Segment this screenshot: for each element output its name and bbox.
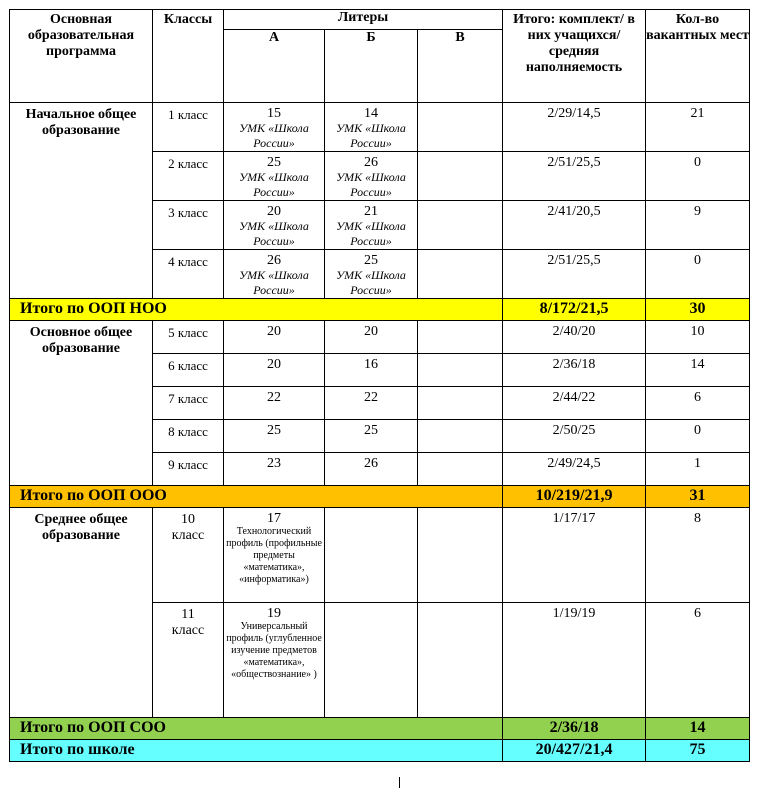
letter-b-cell — [325, 603, 418, 718]
vacancies-table — [9, 9, 750, 762]
vacancies-cell: 0 — [646, 152, 750, 201]
total-cell: 2/51/25,5 — [503, 250, 646, 299]
total-cell: 1/19/19 — [503, 603, 646, 718]
summary-row-ooo — [10, 486, 750, 508]
header-total: Итого: комплект/ в них учащихся/ средняя наполняемость — [503, 10, 646, 103]
summary-row-noo — [10, 299, 750, 321]
summary-label: Итого по ООП ООО — [10, 486, 503, 508]
letter-a-cell: 25 — [224, 420, 325, 453]
total-cell: 2/49/24,5 — [503, 453, 646, 486]
letter-a-cell: 19 Универсальный профиль (углубленное изучение предметов «математика», «обществознание» ) — [224, 603, 325, 718]
letter-a-cell: 23 — [224, 453, 325, 486]
summary-label: Итого по ООП НОО — [10, 299, 503, 321]
letter-b-cell: 22 — [325, 387, 418, 420]
vacancies-cell: 0 — [646, 250, 750, 299]
letter-a-cell: 15 УМК «Школа России» — [224, 103, 325, 152]
letter-b-cell: 26 — [325, 453, 418, 486]
table-row — [10, 103, 750, 152]
vacancies-cell: 14 — [646, 354, 750, 387]
total-cell: 2/29/14,5 — [503, 103, 646, 152]
class-cell: 11 класс — [153, 603, 224, 718]
letter-v-cell — [418, 250, 503, 299]
summary-vacancies: 75 — [646, 740, 750, 762]
letter-v-cell — [418, 354, 503, 387]
vacancies-cell: 21 — [646, 103, 750, 152]
vacancies-cell: 8 — [646, 508, 750, 603]
summary-row-school — [10, 740, 750, 762]
vacancies-cell: 10 — [646, 321, 750, 354]
total-cell: 2/51/25,5 — [503, 152, 646, 201]
page-mark — [399, 777, 400, 788]
letter-v-cell — [418, 453, 503, 486]
letter-b-cell: 25 УМК «Школа России» — [325, 250, 418, 299]
class-cell: 8 класс — [153, 420, 224, 453]
summary-row-soo — [10, 718, 750, 740]
vacancies-cell: 1 — [646, 453, 750, 486]
class-cell: 7 класс — [153, 387, 224, 420]
table-row — [10, 508, 750, 603]
letter-a-cell: 17 Технологический профиль (профильные предметы «математика», «информатика») — [224, 508, 325, 603]
class-cell: 6 класс — [153, 354, 224, 387]
summary-label: Итого по школе — [10, 740, 503, 762]
letter-v-cell — [418, 103, 503, 152]
summary-label: Итого по ООП СОО — [10, 718, 503, 740]
summary-total: 10/219/21,9 — [503, 486, 646, 508]
total-cell: 2/40/20 — [503, 321, 646, 354]
table-row — [10, 321, 750, 354]
letter-b-cell: 21 УМК «Школа России» — [325, 201, 418, 250]
letter-a-cell: 20 — [224, 354, 325, 387]
letter-v-cell — [418, 420, 503, 453]
total-cell: 2/41/20,5 — [503, 201, 646, 250]
letter-v-cell — [418, 201, 503, 250]
class-cell: 10 класс — [153, 508, 224, 603]
program-soo: Среднее общее образование — [10, 508, 153, 718]
letter-v-cell — [418, 603, 503, 718]
header-letter-b: Б — [325, 30, 418, 103]
summary-total: 8/172/21,5 — [503, 299, 646, 321]
total-cell: 2/44/22 — [503, 387, 646, 420]
total-cell: 1/17/17 — [503, 508, 646, 603]
total-cell: 2/36/18 — [503, 354, 646, 387]
summary-vacancies: 31 — [646, 486, 750, 508]
letter-a-cell: 25 УМК «Школа России» — [224, 152, 325, 201]
header-program: Основная образовательная программа — [10, 10, 153, 103]
header-vacancies: Кол-во вакантных мест — [646, 10, 750, 103]
program-ooo: Основное общее образование — [10, 321, 153, 486]
letter-a-cell: 22 — [224, 387, 325, 420]
letter-a-cell: 20 — [224, 321, 325, 354]
header-classes: Классы — [153, 10, 224, 103]
vacancies-cell: 0 — [646, 420, 750, 453]
summary-total: 20/427/21,4 — [503, 740, 646, 762]
letter-v-cell — [418, 321, 503, 354]
class-cell: 3 класс — [153, 201, 224, 250]
class-cell: 2 класс — [153, 152, 224, 201]
vacancies-cell: 6 — [646, 603, 750, 718]
header-letter-v: В — [418, 30, 503, 103]
summary-vacancies: 14 — [646, 718, 750, 740]
header-letters: Литеры — [224, 10, 503, 30]
class-cell: 5 класс — [153, 321, 224, 354]
letter-v-cell — [418, 387, 503, 420]
header-letter-a: А — [224, 30, 325, 103]
letter-b-cell: 16 — [325, 354, 418, 387]
letter-b-cell: 25 — [325, 420, 418, 453]
letter-a-cell: 20 УМК «Школа России» — [224, 201, 325, 250]
summary-vacancies: 30 — [646, 299, 750, 321]
letter-b-cell — [325, 508, 418, 603]
letter-v-cell — [418, 152, 503, 201]
summary-total: 2/36/18 — [503, 718, 646, 740]
letter-b-cell: 14 УМК «Школа России» — [325, 103, 418, 152]
program-noo: Начальное общее образование — [10, 103, 153, 299]
total-cell: 2/50/25 — [503, 420, 646, 453]
letter-b-cell: 20 — [325, 321, 418, 354]
letter-v-cell — [418, 508, 503, 603]
class-cell: 1 класс — [153, 103, 224, 152]
letter-a-cell: 26 УМК «Школа России» — [224, 250, 325, 299]
vacancies-cell: 6 — [646, 387, 750, 420]
letter-b-cell: 26 УМК «Школа России» — [325, 152, 418, 201]
class-cell: 9 класс — [153, 453, 224, 486]
vacancies-cell: 9 — [646, 201, 750, 250]
class-cell: 4 класс — [153, 250, 224, 299]
